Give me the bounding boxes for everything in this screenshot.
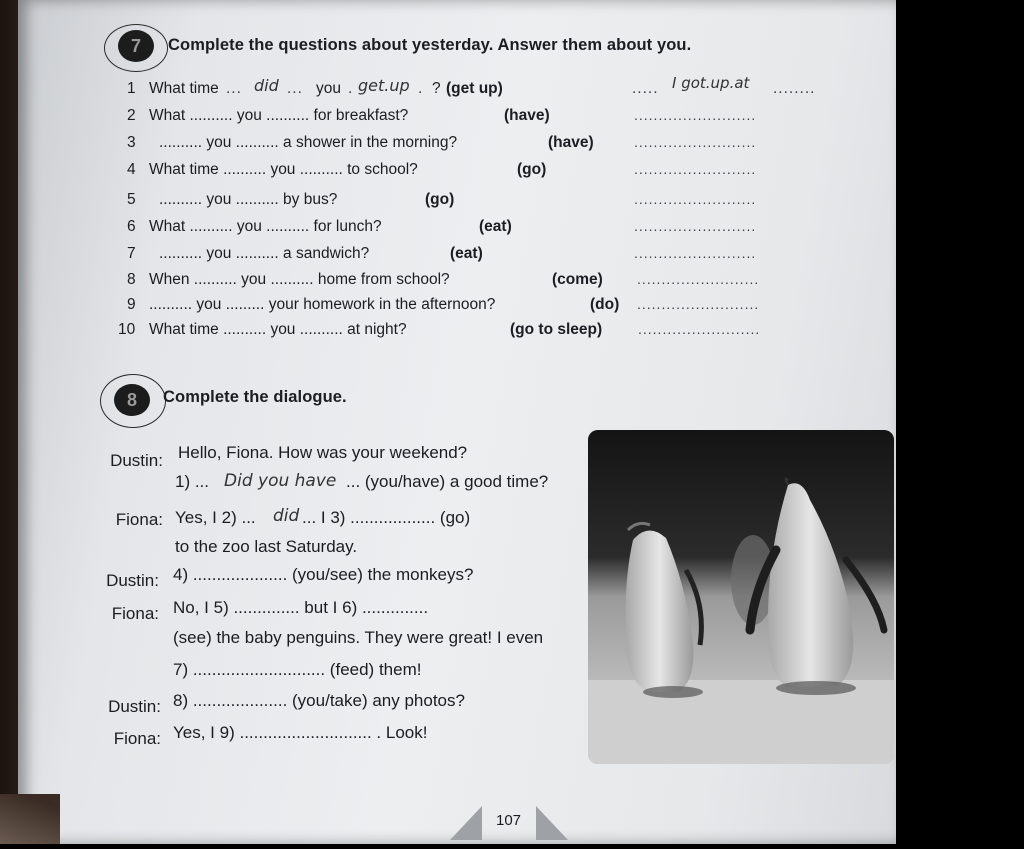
item-7-text: .......... you .......... a sandwich? [159,245,370,262]
item-2-verb: (have) [504,107,550,124]
item-2-number: 2 [127,107,136,124]
item-9-text: .......... you ......... your homework in the afternoon? [149,296,496,313]
item-3-number: 3 [127,134,136,151]
dialogue-line-3-handwritten: did [273,506,300,526]
item-7-number: 7 [127,245,136,262]
page-number-tab [450,800,570,844]
item-9-answer-line: ......................... [637,296,760,312]
item-1-verb: (get up) [446,80,503,97]
item-3-verb: (have) [548,134,594,151]
item-7-answer-line: ......................... [634,245,757,261]
dialogue-line-8: 7) ............................ (feed) them! [173,660,422,679]
page-number: 107 [496,812,522,829]
item-10-number: 10 [118,321,136,338]
item-1-answer-dots-b: ........ [773,80,816,97]
exercise-8-title: Complete the dialogue. [163,388,347,406]
item-1-mid: you [316,80,341,97]
item-8-number: 8 [127,271,136,288]
dialogue-line-2-pre: 1) ... [175,472,210,491]
dialogue-line-10: Yes, I 9) ............................ . Look! [173,723,428,742]
item-5-number: 5 [127,191,136,208]
item-4-answer-line: ......................... [634,161,757,177]
item-8-answer-line: ......................... [637,271,760,287]
item-1-start: What time [149,80,219,97]
dialogue-line-3-post: ... I 3) .................. (go) [302,508,471,527]
speaker-fiona-2: Fiona: [111,604,159,623]
item-9-number: 9 [127,296,136,313]
dialogue-line-9: 8) .................... (you/take) any photos? [173,691,465,710]
item-1-handwritten-2: get.up [358,76,410,95]
item-1-dots-c: . [348,80,354,97]
item-6-verb: (eat) [479,218,512,235]
item-1-answer-dots-a: ..... [632,80,659,97]
exercise-7-title: Complete the questions about yesterday. Answer them about you. [168,36,692,54]
exercise-8-badge [114,384,150,416]
dialogue-line-7: (see) the baby penguins. They were great! I even [173,628,544,647]
item-1-dots-a: ... [226,80,242,97]
item-6-number: 6 [127,218,136,235]
item-10-answer-line: ......................... [638,321,761,337]
item-1-number: 1 [127,80,136,97]
item-5-text: .......... you .......... by bus? [159,191,338,208]
item-6-answer-line: ......................... [634,218,757,234]
item-5-verb: (go) [425,191,455,208]
item-7-verb: (eat) [450,245,483,262]
exercise-7-number: 7 [130,36,141,56]
item-4-text: What time .......... you .......... to school? [149,161,418,178]
item-2-text: What .......... you .......... for breakfast? [149,107,409,124]
penguins-illustration [588,430,894,764]
item-5-answer-line: ......................... [634,191,757,207]
item-2-answer-line: ......................... [634,107,757,123]
item-10-verb: (go to sleep) [510,321,603,338]
speaker-dustin-2: Dustin: [106,571,159,590]
item-1-tail: ? [432,80,441,97]
item-4-number: 4 [127,161,136,178]
dialogue-line-5: 4) .................... (you/see) the monkeys? [173,565,474,584]
dialogue-line-2-handwritten: Did you have [224,471,337,491]
item-1-dots-b: ... [287,80,303,97]
dialogue-line-2-post: ... (you/have) a good time? [346,472,549,491]
penguins-photo [588,430,894,764]
dialogue-line-3-pre: Yes, I 2) ... [175,508,256,527]
item-3-text: .......... you .......... a shower in the morning? [159,134,458,151]
item-3-answer-line: ......................... [634,134,757,150]
item-1-dots-d: . [418,80,424,97]
item-10-text: What time .......... you .......... at night? [149,321,407,338]
item-8-text: When .......... you .......... home from school? [149,271,450,288]
item-9-verb: (do) [590,296,620,313]
dialogue-line-4: to the zoo last Saturday. [175,537,358,556]
speaker-dustin-1: Dustin: [110,451,163,470]
item-8-verb: (come) [552,271,603,288]
item-1-handwritten-1: did [254,76,279,95]
speaker-dustin-3: Dustin: [108,697,161,716]
item-6-text: What .......... you .......... for lunch? [149,218,382,235]
exercise-8-number: 8 [126,390,137,410]
item-1-answer-handwritten: I got.up.at [672,74,750,92]
speaker-fiona-3: Fiona: [113,729,161,748]
table-corner [0,794,60,844]
dialogue-line-1: Hello, Fiona. How was your weekend? [178,443,468,462]
item-4-verb: (go) [517,161,547,178]
exercise-7-badge [118,30,154,62]
dialogue-line-6: No, I 5) .............. but I 6) .............. [173,598,429,617]
speaker-fiona-1: Fiona: [115,510,163,529]
